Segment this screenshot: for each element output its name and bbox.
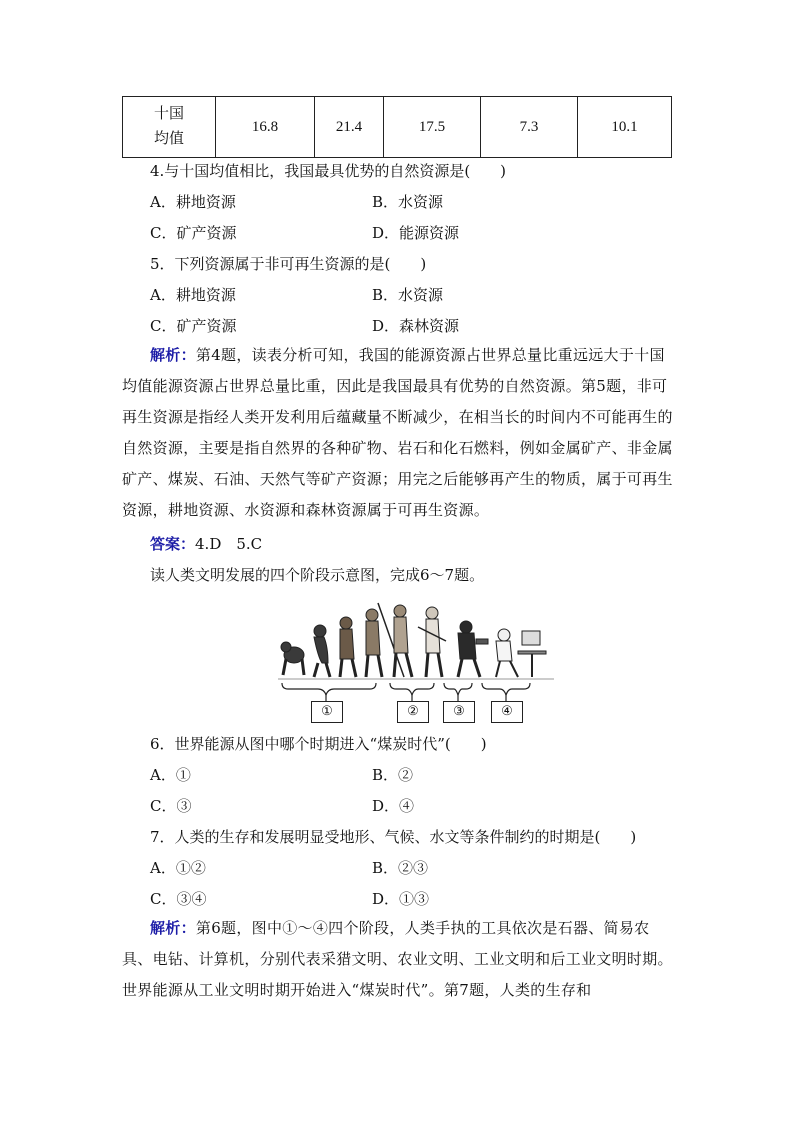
question-7-option-b: B．②③ [372,859,429,877]
question-5-option-d: D．森林资源 [372,317,460,335]
question-4-option-c: C．矿产资源 [150,224,237,242]
analysis-label: 解析： [150,346,196,364]
question-7-option-c: C．③④ [150,890,207,908]
question-6-stem: 6．世界能源从图中哪个时期进入“煤炭时代”( ) [150,735,487,753]
table-row [123,97,672,158]
figure-intro: 读人类文明发展的四个阶段示意图，完成6～7题。 [150,566,485,584]
row-label-line-1: 十国 [153,106,184,122]
answer-label: 答案： [150,535,196,553]
question-7-option-d: D．①③ [372,890,430,908]
question-6-option-b: B．② [372,766,414,784]
question-4-stem: 4.与十国均值相比，我国最具优势的自然资源是( ) [150,162,507,180]
stage-label-4: ④ [491,701,523,723]
question-6-option-a: A．① [150,766,191,784]
row-label-cell [123,97,216,158]
analysis-text: 第6题，图中①～④四个阶段，人类手执的工具依次是石器、简易农具、电钻、计算机，分别代表采猎文明、农业文明、工业文明和后工业文明时期。世界能源从工业文明时期开始进入“煤炭时代”。第7题，人类的生存和 [122,919,673,999]
question-4-option-d: D．能源资源 [372,224,460,242]
analysis-paragraph-1 [122,340,674,526]
question-5-option-b: B．水资源 [372,286,444,304]
analysis-text: 第4题，读表分析可知，我国的能源资源占世界总量比重远远大于十国均值能源资源占世界总量比重，因此是我国最具有优势的自然资源。第5题，非可再生资源是指经人类开发利用后蕴藏量不断减少，在相当长的时间内不可能再生的自然资源，主要是指自然界的各种矿物、岩石和化石燃料，例如金属矿产、非金属矿产、煤炭、石油、天然气等矿产资源；用完之后能够再产生的物质，属于可再生资源，耕地资源、水资源和森林资源属于可再生资源。 [122,346,673,519]
question-4-option-b: B．水资源 [372,193,444,211]
table-cell: 17.5 [384,97,481,158]
answer-line [150,533,262,554]
question-5-option-c: C．矿产资源 [150,317,237,335]
answer-text: 4.D 5.C [195,535,263,553]
table-cell: 21.4 [315,97,384,158]
question-7-option-a: A．①② [150,859,206,877]
stage-label-3: ③ [443,701,475,723]
table-cell: 7.3 [481,97,578,158]
stage-label-1: ① [311,701,343,723]
question-5-option-a: A．耕地资源 [150,286,236,304]
row-label-line-2: 均值 [153,131,184,147]
question-4-option-a: A．耕地资源 [150,193,236,211]
resource-share-table [122,96,672,158]
analysis-paragraph-2 [122,913,674,1006]
civilization-stages-figure [278,597,554,725]
question-5-stem: 5．下列资源属于非可再生资源的是( ) [150,255,427,273]
analysis-label: 解析： [150,919,196,937]
question-7-stem: 7．人类的生存和发展明显受地形、气候、水文等条件制约的时期是( ) [150,828,637,846]
question-6-option-d: D．④ [372,797,415,815]
question-6-option-c: C．③ [150,797,192,815]
table-cell: 16.8 [216,97,315,158]
table-cell: 10.1 [578,97,672,158]
stage-label-2: ② [397,701,429,723]
